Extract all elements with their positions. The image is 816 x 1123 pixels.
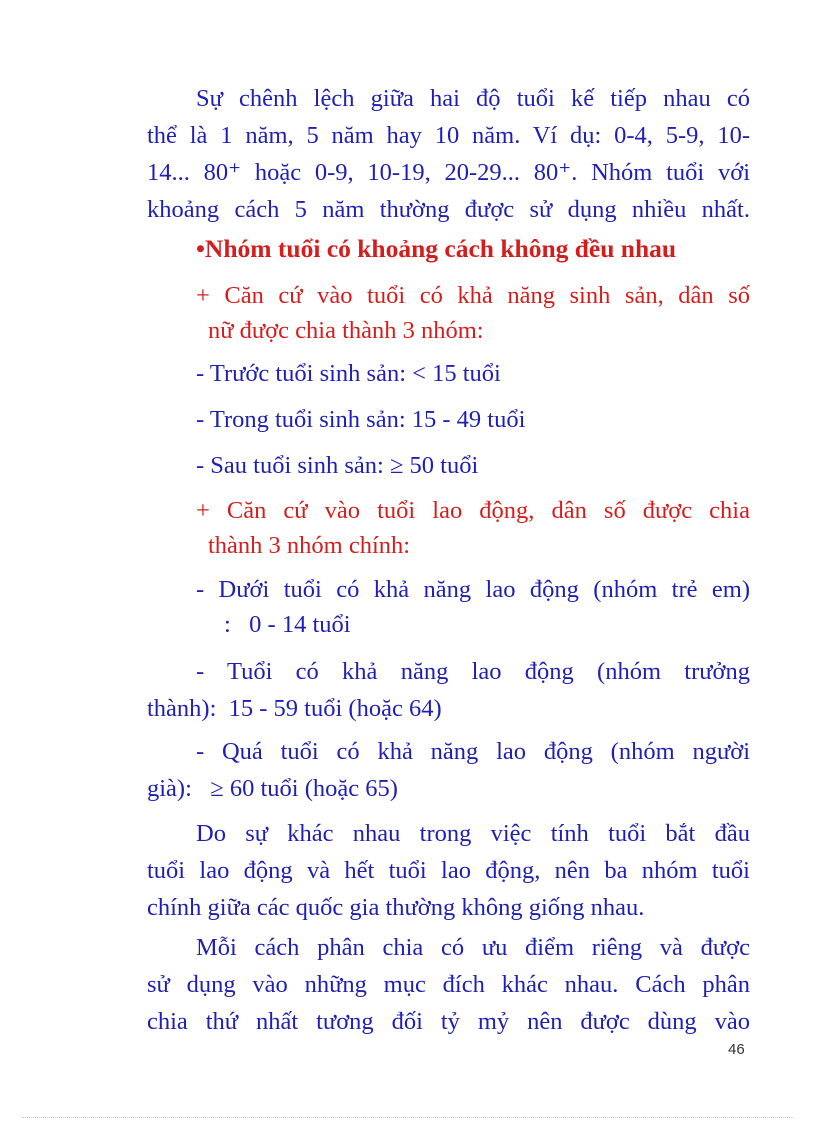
text-line: nữ được chia thành 3 nhóm: — [208, 317, 484, 344]
text-line: khoảng cách 5 năm thường được sử dụng nhiều nhất. — [147, 196, 750, 223]
criterion-fertility — [196, 278, 750, 348]
text-line: tuổi lao động và hết tuổi lao động, nên ba nhóm tuổi — [147, 857, 750, 884]
text-line: - Quá tuổi có khả năng lao động (nhóm người — [196, 738, 750, 765]
text-line: + Căn cứ vào tuổi có khả năng sinh sản, dân số — [196, 282, 750, 309]
text-line: - Tuổi có khả năng lao động (nhóm trưởng — [196, 658, 750, 685]
text-line: + Căn cứ vào tuổi lao động, dân số được chia — [196, 497, 750, 524]
list-item: - Trước tuổi sinh sản: < 15 tuổi — [196, 360, 501, 387]
text-line: thể là 1 năm, 5 năm hay 10 năm. Ví dụ: 0-4, 5-9, 10- — [147, 122, 750, 149]
section-heading: •Nhóm tuổi có khoảng cách không đều nhau — [196, 234, 677, 263]
labor-group-children — [196, 572, 750, 642]
paragraph-age-interval — [147, 80, 750, 228]
paragraph-country-differences — [147, 815, 750, 926]
criterion-labor — [196, 493, 750, 563]
text-line: : 0 - 14 tuổi — [224, 611, 351, 638]
page-number: 46 — [728, 1041, 745, 1058]
text-line: thành): 15 - 59 tuổi (hoặc 64) — [147, 695, 442, 722]
text-line: thành 3 nhóm chính: — [208, 532, 411, 559]
text-line: Do sự khác nhau trong việc tính tuổi bắt đầu — [196, 820, 750, 847]
text-line: - Dưới tuổi có khả năng lao động (nhóm trẻ em) — [196, 576, 750, 603]
labor-group-elderly — [147, 733, 750, 807]
labor-group-adults — [147, 653, 750, 727]
paragraph-classification-uses — [147, 929, 750, 1040]
list-item: - Trong tuổi sinh sản: 15 - 49 tuổi — [196, 406, 526, 433]
footer-dotted-rule — [22, 1117, 794, 1118]
text-line: Sự chênh lệch giữa hai độ tuổi kế tiếp nhau có — [196, 85, 750, 112]
list-item: - Sau tuổi sinh sản: ≥ 50 tuổi — [196, 452, 479, 479]
text-line: chính giữa các quốc gia thường không giống nhau. — [147, 894, 645, 921]
text-line: 14... 80⁺ hoặc 0-9, 10-19, 20-29... 80⁺. Nhóm tuổi với — [147, 159, 750, 186]
text-line: chia thứ nhất tương đối tỷ mỷ nên được dùng vào — [147, 1008, 750, 1035]
text-line: sử dụng vào những mục đích khác nhau. Cách phân — [147, 971, 750, 998]
text-line: già): ≥ 60 tuổi (hoặc 65) — [147, 775, 398, 802]
text-line: Mỗi cách phân chia có ưu điểm riêng và được — [196, 934, 750, 961]
